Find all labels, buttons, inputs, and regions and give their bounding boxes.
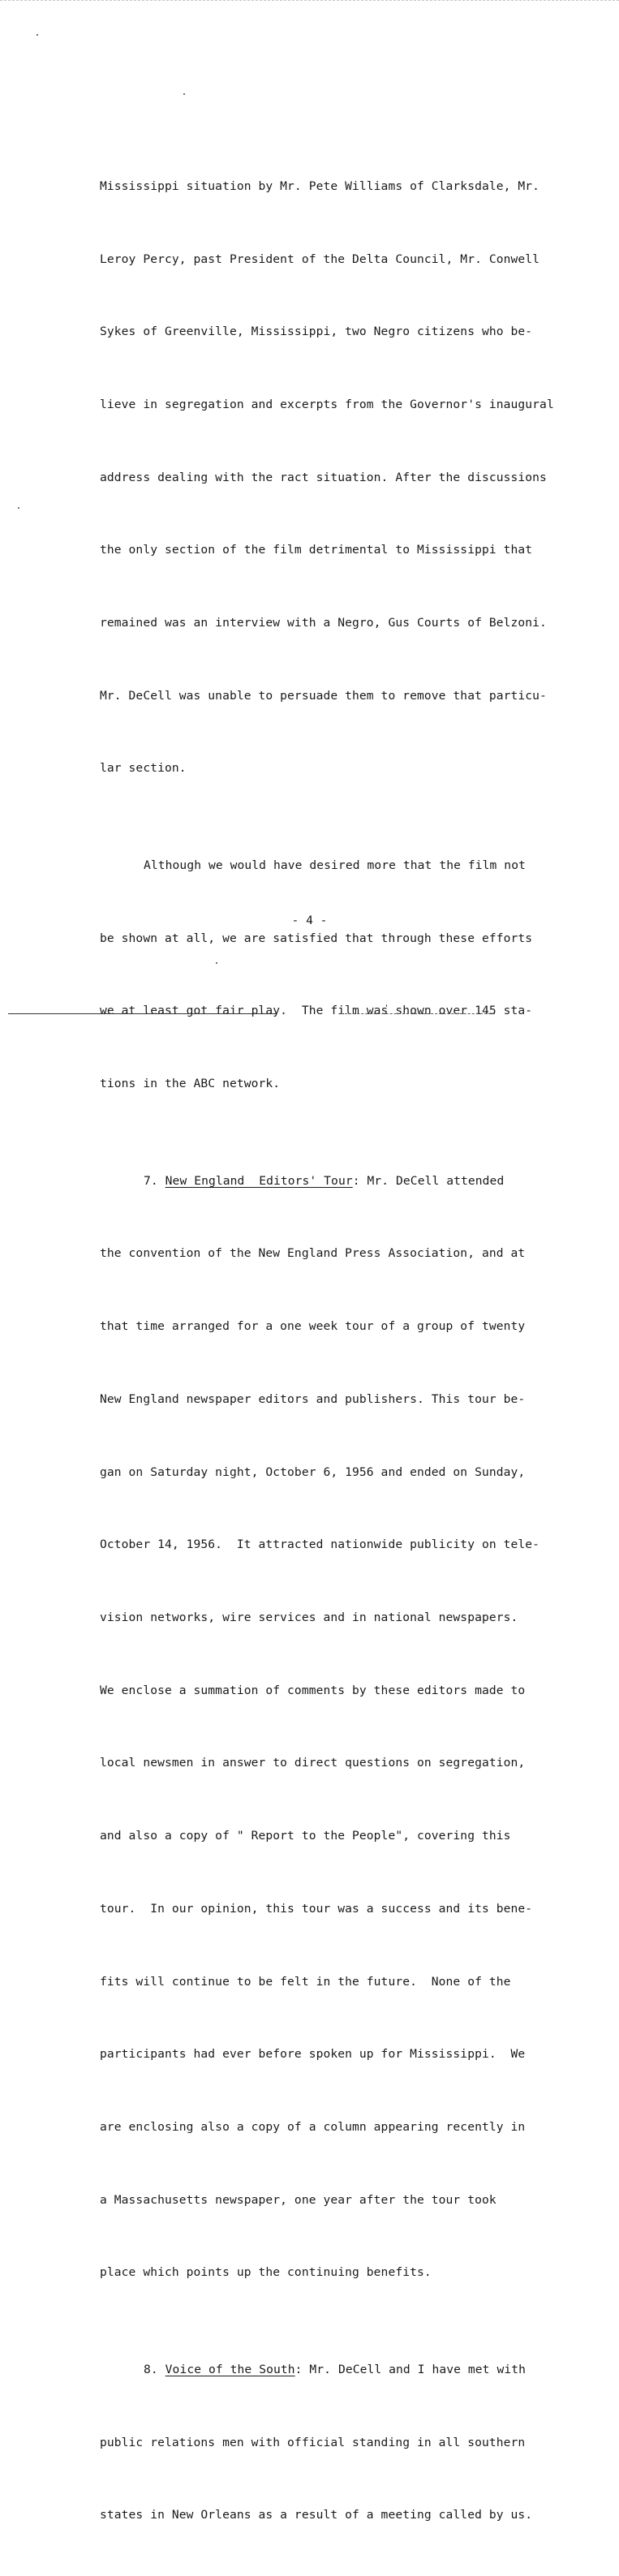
text-line: Sykes of Greenville, Mississippi, two Negro citizens who be- <box>100 325 533 339</box>
text-line: and also a copy of " Report to the People", covering this <box>100 1829 511 1843</box>
item-8-lead: : Mr. DeCell and I have met with <box>294 2362 526 2376</box>
text-line: tions in the ABC network. <box>100 1077 281 1091</box>
text-line: be shown at all, we are satisfied that through these efforts <box>100 931 533 945</box>
text-line: are enclosing also a copy of a column appearing recently in <box>100 2119 526 2134</box>
text-line: remained was an interview with a Negro, Gus Courts of Belzoni. <box>100 616 547 630</box>
text-line: participants had ever before spoken up for Mississippi. We <box>100 2047 526 2062</box>
item-7-lead: : Mr. DeCell attended <box>352 1173 505 1188</box>
text-line: lar section. <box>100 761 187 776</box>
text-line: Mr. DeCell was unable to persuade them to remove that particu- <box>100 688 547 703</box>
text-line: Leroy Percy, past President of the Delta Council, Mr. Conwell <box>100 252 540 266</box>
text-line: address dealing with the ract situation. After the discussions <box>100 470 547 484</box>
text-line: New England newspaper editors and publishers. This tour be- <box>100 1391 526 1406</box>
top-page-edge <box>0 0 619 1</box>
scan-speck <box>37 34 38 36</box>
text-line: the only section of the film detrimental to Mississippi that <box>100 543 533 557</box>
bottom-page-edge <box>341 1013 495 1014</box>
scan-speck <box>18 507 19 509</box>
text-line: a Massachusetts newspaper, one year after the tour took <box>100 2192 496 2207</box>
text-line: that time arranged for a one week tour of a group of twenty <box>100 1319 526 1334</box>
item-7-first-line <box>100 1169 587 1193</box>
text-line: states in New Orleans as a result of a meeting called by us. <box>100 2508 533 2522</box>
bottom-page-edge <box>8 1013 276 1014</box>
scan-speck <box>183 93 185 95</box>
text-line: Although we would have desired more that the film not <box>144 858 526 873</box>
text-line: October 14, 1956. It attracted nationwide publicity on tele- <box>100 1537 540 1552</box>
page-number: - 4 - <box>291 914 328 927</box>
item-8-first-line <box>100 2358 587 2382</box>
item-8-heading: Voice of the South <box>165 2362 295 2376</box>
text-line: vision networks, wire services and in national newspapers. <box>100 1610 518 1624</box>
text-line: Mississippi situation by Mr. Pete Williams of Clarksdale, Mr. <box>100 178 540 193</box>
text-line: we at least got fair play. The film was shown over 145 sta- <box>100 1004 533 1018</box>
item-8-number: 8. <box>144 2362 158 2376</box>
text-line: public relations men with official standing in all southern <box>100 2435 526 2449</box>
text-line: gan on Saturday night, October 6, 1956 and ended on Sunday, <box>100 1464 526 1479</box>
text-line: tour. In our opinion, this tour was a success and its bene- <box>100 1901 533 1916</box>
item-7-number: 7. <box>144 1173 158 1188</box>
item-7-heading: New England Editors' Tour <box>165 1173 353 1188</box>
text-line: lieve in segregation and excerpts from the Governor's inaugural <box>100 397 554 411</box>
text-line: the convention of the New England Press Association, and at <box>100 1246 526 1261</box>
text-line: We enclose a summation of comments by these editors made to <box>100 1683 526 1697</box>
text-line: place which points up the continuing benefits. <box>100 2265 432 2280</box>
letter-body <box>100 126 587 2576</box>
text-line: local newsmen in answer to direct questions on segregation, <box>100 1756 526 1770</box>
text-line: fits will continue to be felt in the future. None of the <box>100 1974 511 1989</box>
